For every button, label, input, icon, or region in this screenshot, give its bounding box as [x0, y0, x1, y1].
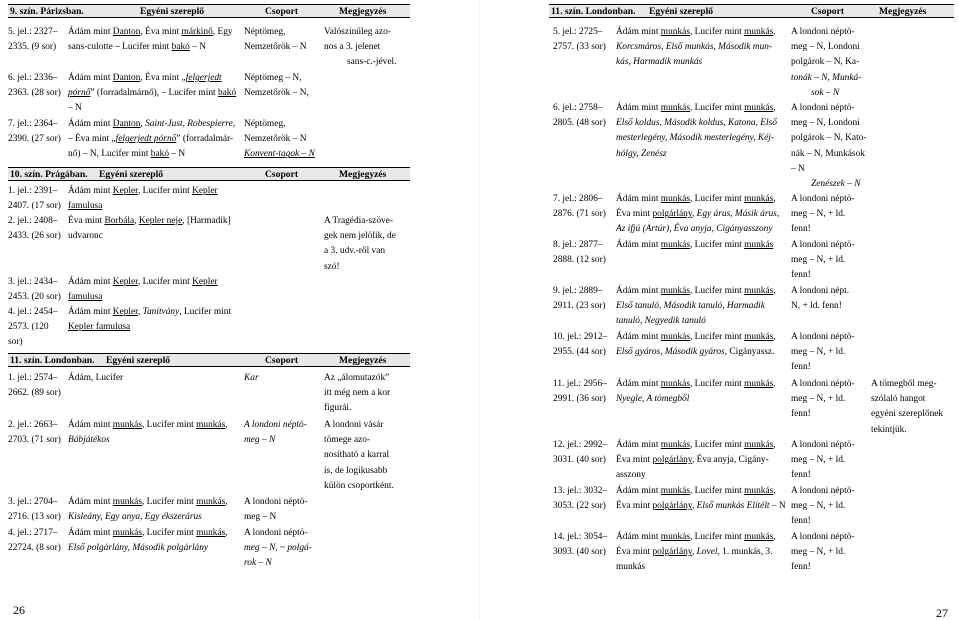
group-cast: A londoni néptö- meg – N, + ld. fenn!	[791, 240, 855, 281]
individual-cast: Ádám mint Danton, Saint-Just, Robespierre, – Éva mint „felgerjedt pórnő” (forradalmár- nő) – N, Lucifer mint bakó – N	[68, 119, 236, 160]
scene-range: 1. jel.: 2574– 2662. (89 sor)	[8, 373, 61, 399]
group-cast: A londoni néptö- meg – N, + ld. fenn!	[791, 379, 855, 420]
individual-cast: Ádám mint munkás, Lucifer mint munkás, Bábjátékos	[68, 420, 228, 446]
scene-range: 2. jel.: 2663– 2703. (71 sor)	[8, 420, 61, 446]
scene-range: 14. jel.: 3054– 3093. (40 sor)	[553, 532, 608, 558]
individual-cast: Ádám mint Kepler, Tanítvány, Lucifer mint Kepler famulusa	[68, 307, 232, 333]
individual-cast: Ádám mint munkás, Lucifer mint munkás, Nyegle, A tömegből	[616, 379, 776, 405]
scene-range: 11. jel.: 2956– 2991. (36 sor)	[553, 379, 607, 405]
scene-range: 2. jel.: 2408– 2433. (26 sor)	[8, 216, 61, 242]
scene-range: 8. jel.: 2877– 2888. (12 sor)	[553, 240, 606, 266]
group-cast: Néptömeg, Nemzetőrök – N Konvent-tagok – N	[244, 119, 315, 160]
group-cast: A londoni néptö- meg – N, + ld. fenn!	[791, 440, 855, 481]
scene-range: 3. jel.: 2704– 2716. (13 sor)	[8, 497, 61, 523]
scene-range: 6. jel.: 2758– 2805. (48 sor)	[553, 103, 606, 129]
group-cast: Néptömeg, Nemzetőrök – N	[244, 27, 307, 53]
scene-title: 11. szín. Londonban.	[551, 6, 636, 17]
col-header-group: Csoport	[265, 6, 299, 17]
note: A londoni vásár tömege azo- nosítható a karral is, de logikusabb külön csoportként.	[324, 420, 394, 491]
scene-range: 4. jel.: 2717– 22724. (8 sor)	[8, 528, 61, 554]
scene-title: 11. szín. Londonban.	[10, 355, 95, 366]
individual-cast: Ádám mint munkás, Lucifer mint munkás, Kisleány, Egy anya, Egy ékszerárus	[68, 497, 228, 523]
group-cast: A londoni néptö- meg – N, + ld. fenn!	[791, 486, 855, 527]
individual-cast: Ádám mint munkás, Lucifer mint munkás, Első tanuló, Második tanuló, Harmadik tanuló, Negyedik tanuló	[616, 286, 776, 327]
page-number-left: 26	[13, 603, 25, 617]
note: A tömegből meg- szólaló hangot egyéni szereplőnek tekintjük.	[871, 379, 944, 435]
group-cast: A londoni néptö- meg – N	[244, 420, 307, 446]
group-cast: A londoni néptö- meg – N, + ld. fenn!	[791, 332, 855, 373]
group-cast: A londoni néptö- meg – N, + ld. fenn!	[791, 532, 855, 573]
group-cast: A londoni néptö- meg – N, Londoni polgárok – N, Kato- nák – N, Munkások – N Zenészek – N	[791, 103, 867, 190]
individual-cast: Ádám mint munkás, Lucifer mint munkás, Éva mint polgárlány, Első munkás Elítélt – N	[616, 486, 786, 512]
col-header-note: Megjegyzés	[339, 355, 387, 366]
individual-cast: Ádám mint munkás, Lucifer mint munkás, Korcsmáros, Első munkás, Második mun- kás, Harmadik munkás	[616, 27, 776, 68]
col-header-individual: Egyéni szereplő	[106, 355, 171, 366]
col-header-note: Megjegyzés	[879, 6, 927, 17]
individual-cast: Ádám, Lucifer	[68, 373, 124, 383]
col-header-group: Csoport	[265, 355, 299, 366]
note: Valószínűleg azo- nos a 3. jelenet sans-c.-jével.	[324, 27, 397, 68]
page-number-right: 27	[936, 606, 948, 620]
scene-range: 5. jel.: 2327– 2335. (9 sor)	[8, 27, 58, 53]
scene-range: 6. jel.: 2336– 2363. (28 sor)	[8, 73, 61, 99]
individual-cast: Ádám mint Kepler, Lucifer mint Kepler famulusa	[68, 277, 218, 303]
section-header-11-continued	[549, 4, 954, 18]
col-header-group: Csoport	[265, 169, 299, 180]
individual-cast: Ádám mint munkás, Lucifer mint munkás	[616, 240, 774, 250]
col-header-group: Csoport	[811, 6, 845, 17]
group-cast: A londoni néptö- meg – N	[244, 497, 308, 523]
scene-range: 5. jel.: 2725– 2757. (33 sor)	[553, 27, 606, 53]
section-header-9	[8, 4, 410, 18]
col-header-note: Megjegyzés	[339, 6, 387, 17]
scene-range: 7. jel.: 2364– 2390. (27 sor)	[8, 119, 61, 145]
section-header-11	[8, 353, 410, 367]
scene-title: 9. szín. Párizsban.	[10, 6, 84, 17]
col-header-individual: Egyéni szereplő	[649, 6, 714, 17]
scene-range: 10. jel.: 2912– 2955. (44 sor)	[553, 332, 608, 358]
page-spread-divider	[479, 0, 480, 620]
note: A Tragédia-szöve- gek nem jelölik, de a 3. udv.-ről van szó!	[324, 216, 396, 272]
individual-cast: Ádám mint Danton, Éva mint „felgerjedt pórnő” (forradalmárnő), – Lucifer mint bakó – N	[68, 73, 237, 114]
group-cast: A londoni néptö- meg – N, ~ polgá- rok – N	[244, 528, 312, 569]
group-cast: Néptömeg – N, Nemzetőrök – N,	[244, 73, 309, 99]
note: Az „álomutazók” itt még nem a kor figurái.	[324, 373, 391, 414]
scene-range: 4. jel.: 2454– 2573. (120 sor)	[8, 307, 58, 348]
scene-range: 3. jel.: 2434– 2453. (20 sor)	[8, 277, 61, 303]
scene-range: 7. jel.: 2806– 2876. (71 sor)	[553, 194, 606, 220]
scene-title: 10. szín. Prágában.	[10, 169, 88, 180]
individual-cast: Ádám mint munkás, Lucifer mint munkás, Első polgárlány, Második polgárlány	[68, 528, 228, 554]
individual-cast: Ádám mint munkás, Lucifer mint munkás, Első koldus, Második koldus, Katona, Első mesterlegény, Második mesterlegény, Kéj- hölgy, Zenész	[616, 103, 777, 159]
individual-cast: Ádám mint Kepler, Lucifer mint Kepler famulusa	[68, 186, 218, 212]
scene-range: 9. jel.: 2889– 2911. (23 sor)	[553, 286, 606, 312]
individual-cast: Ádám mint munkás, Lucifer mint munkás, Éva mint polgárlány, Egy árus, Másik árus, Az ifjú (Artúr), Éva anyja, Cigányasszony	[616, 194, 780, 235]
individual-cast: Ádám mint munkás, Lucifer mint munkás, Éva mint polgárlány, Éva anyja, Cigány- asszony	[616, 440, 776, 481]
group-cast: A londoni népt. N, + ld. fenn!	[791, 286, 850, 312]
col-header-note: Megjegyzés	[339, 169, 387, 180]
scene-range: 1. jel.: 2391– 2407. (17 sor)	[8, 186, 61, 212]
group-cast: A londoni néptö- meg – N, + ld. fenn!	[791, 194, 855, 235]
scene-range: 12. jel.: 2992– 3031. (40 sor)	[553, 440, 608, 466]
individual-cast: Éva mint Borbála, Kepler neje, [Harmadik] udvaronc	[68, 216, 231, 242]
group-cast: Kar	[244, 373, 259, 383]
section-header-10	[8, 167, 410, 181]
group-cast: A londoni néptö- meg – N, Londoni polgárok – N, Ka- tonák – N, Munká- sok – N	[791, 27, 862, 98]
col-header-individual: Egyéni szereplő	[140, 6, 205, 17]
individual-cast: Ádám mint munkás, Lucifer mint munkás, Éva mint polgárlány, Lovel, 1. munkás, 3. munkás	[616, 532, 776, 573]
scene-range: 13. jel.: 3032– 3053. (22 sor)	[553, 486, 608, 512]
individual-cast: Ádám mint munkás, Lucifer mint munkás, Első gyáros, Második gyáros, Cigányassz.	[616, 332, 776, 358]
individual-cast: Ádám mint Danton, Éva mint márkinő, Egy sans-culotte – Lucifer mint bakó – N	[68, 27, 233, 53]
col-header-individual: Egyéni szereplő	[99, 169, 164, 180]
